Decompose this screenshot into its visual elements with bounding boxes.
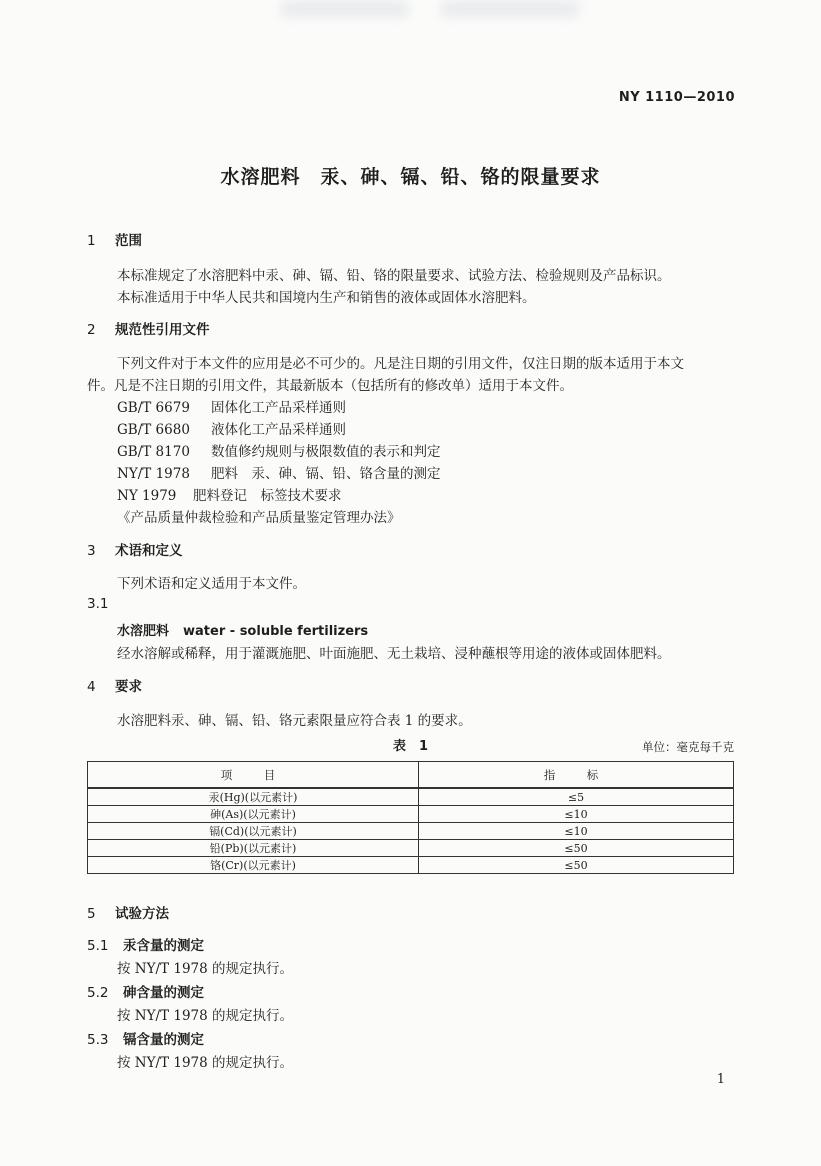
reference-code: GB/T 8170	[117, 444, 190, 460]
column-header-indicator: 指 标	[419, 762, 734, 789]
paragraph: 件。凡是不注日期的引用文件，其最新版本（包括所有的修改单）适用于本文件。	[87, 378, 573, 394]
paragraph: 水溶肥料汞、砷、镉、铅、铬元素限量应符合表 1 的要求。	[117, 713, 472, 729]
table-cell-item: 铬(Cr)(以元素计)	[88, 857, 419, 874]
table-cell-limit: ≤50	[419, 857, 734, 874]
table-row	[88, 788, 734, 806]
table-cell-item: 铅(Pb)(以元素计)	[88, 840, 419, 857]
reference-title: 数值修约规则与极限数值的表示和判定	[211, 444, 441, 460]
section-3-heading	[87, 539, 183, 559]
table-header-row	[88, 762, 734, 789]
subsection-title: 砷含量的测定	[123, 985, 204, 1001]
reference-title: 肥料登记 标签技术要求	[193, 488, 342, 504]
table-cell-limit: ≤10	[419, 806, 734, 823]
subsection-number: 3.1	[87, 596, 109, 612]
table-cell-item: 砷(As)(以元素计)	[88, 806, 419, 823]
table-cell-item: 汞(Hg)(以元素计)	[88, 788, 419, 806]
table-cell-limit: ≤5	[419, 788, 734, 806]
reference-code: NY 1979	[117, 488, 177, 504]
page-number: 1	[716, 1072, 725, 1087]
section-number: 5	[87, 906, 96, 922]
term-chinese: 水溶肥料	[117, 624, 170, 639]
subsection-5-1-heading	[87, 934, 204, 954]
paragraph: 下列文件对于本文件的应用是必不可少的。凡是注日期的引用文件，仅注日期的版本适用于本文	[117, 356, 684, 372]
section-title: 范围	[115, 233, 142, 249]
reference-item	[117, 418, 346, 438]
section-title: 试验方法	[115, 906, 169, 922]
scan-smudge	[440, 0, 580, 18]
reference-item	[117, 484, 342, 504]
term-english: water - soluble fertilizers	[183, 624, 369, 639]
subsection-number: 5.1	[87, 938, 109, 954]
paragraph: 按 NY/T 1978 的规定执行。	[117, 961, 294, 977]
term-definition: 经水溶解或稀释，用于灌溉施肥、叶面施肥、无土栽培、浸种蘸根等用途的液体或固体肥料。	[117, 646, 671, 662]
subsection-title: 汞含量的测定	[123, 938, 204, 954]
reference-item	[117, 396, 346, 416]
limits-table	[87, 761, 734, 874]
section-number: 1	[87, 233, 96, 249]
section-5-heading	[87, 902, 169, 922]
section-title: 规范性引用文件	[115, 322, 210, 338]
section-number: 4	[87, 679, 96, 695]
reference-code: GB/T 6680	[117, 422, 190, 438]
paragraph: 按 NY/T 1978 的规定执行。	[117, 1055, 294, 1071]
section-title: 要求	[115, 679, 142, 695]
table-row	[88, 823, 734, 840]
reference-code: NY/T 1978	[117, 466, 190, 482]
paragraph: 本标准规定了水溶肥料中汞、砷、镉、铅、铬的限量要求、试验方法、检验规则及产品标识。	[117, 268, 671, 284]
reference-title: 液体化工产品采样通则	[211, 422, 346, 438]
section-4-heading	[87, 675, 142, 695]
table-unit: 单位：毫克每千克	[642, 740, 734, 754]
reference-item	[117, 462, 441, 482]
table-row	[88, 806, 734, 823]
table-row	[88, 857, 734, 874]
paragraph: 本标准适用于中华人民共和国境内生产和销售的液体或固体水溶肥料。	[117, 290, 536, 306]
reference-code: GB/T 6679	[117, 400, 190, 416]
scan-smudge	[280, 0, 410, 18]
section-1-heading	[87, 229, 142, 249]
term-heading	[117, 620, 368, 639]
subsection-5-3-heading	[87, 1028, 204, 1048]
reference-item	[117, 440, 441, 460]
section-number: 3	[87, 543, 96, 559]
subsection-number: 5.2	[87, 985, 109, 1001]
section-number: 2	[87, 322, 96, 338]
table-cell-limit: ≤10	[419, 823, 734, 840]
paragraph: 下列术语和定义适用于本文件。	[117, 576, 306, 592]
column-header-item: 项 目	[88, 762, 419, 789]
table-cell-limit: ≤50	[419, 840, 734, 857]
reference-item: 《产品质量仲裁检验和产品质量鉴定管理办法》	[117, 510, 401, 526]
document-title: 水溶肥料 汞、砷、镉、铅、铬的限量要求	[220, 166, 601, 188]
reference-title: 肥料 汞、砷、镉、铅、铬含量的测定	[211, 466, 441, 482]
reference-title: 固体化工产品采样通则	[211, 400, 346, 416]
subsection-title: 镉含量的测定	[123, 1032, 204, 1048]
standard-number: NY 1110—2010	[618, 90, 735, 105]
subsection-number: 5.3	[87, 1032, 109, 1048]
table-caption: 表 1	[392, 739, 429, 754]
table-row	[88, 840, 734, 857]
subsection-5-2-heading	[87, 981, 204, 1001]
paragraph: 按 NY/T 1978 的规定执行。	[117, 1008, 294, 1024]
section-title: 术语和定义	[115, 543, 183, 559]
section-2-heading	[87, 318, 210, 338]
table-cell-item: 镉(Cd)(以元素计)	[88, 823, 419, 840]
